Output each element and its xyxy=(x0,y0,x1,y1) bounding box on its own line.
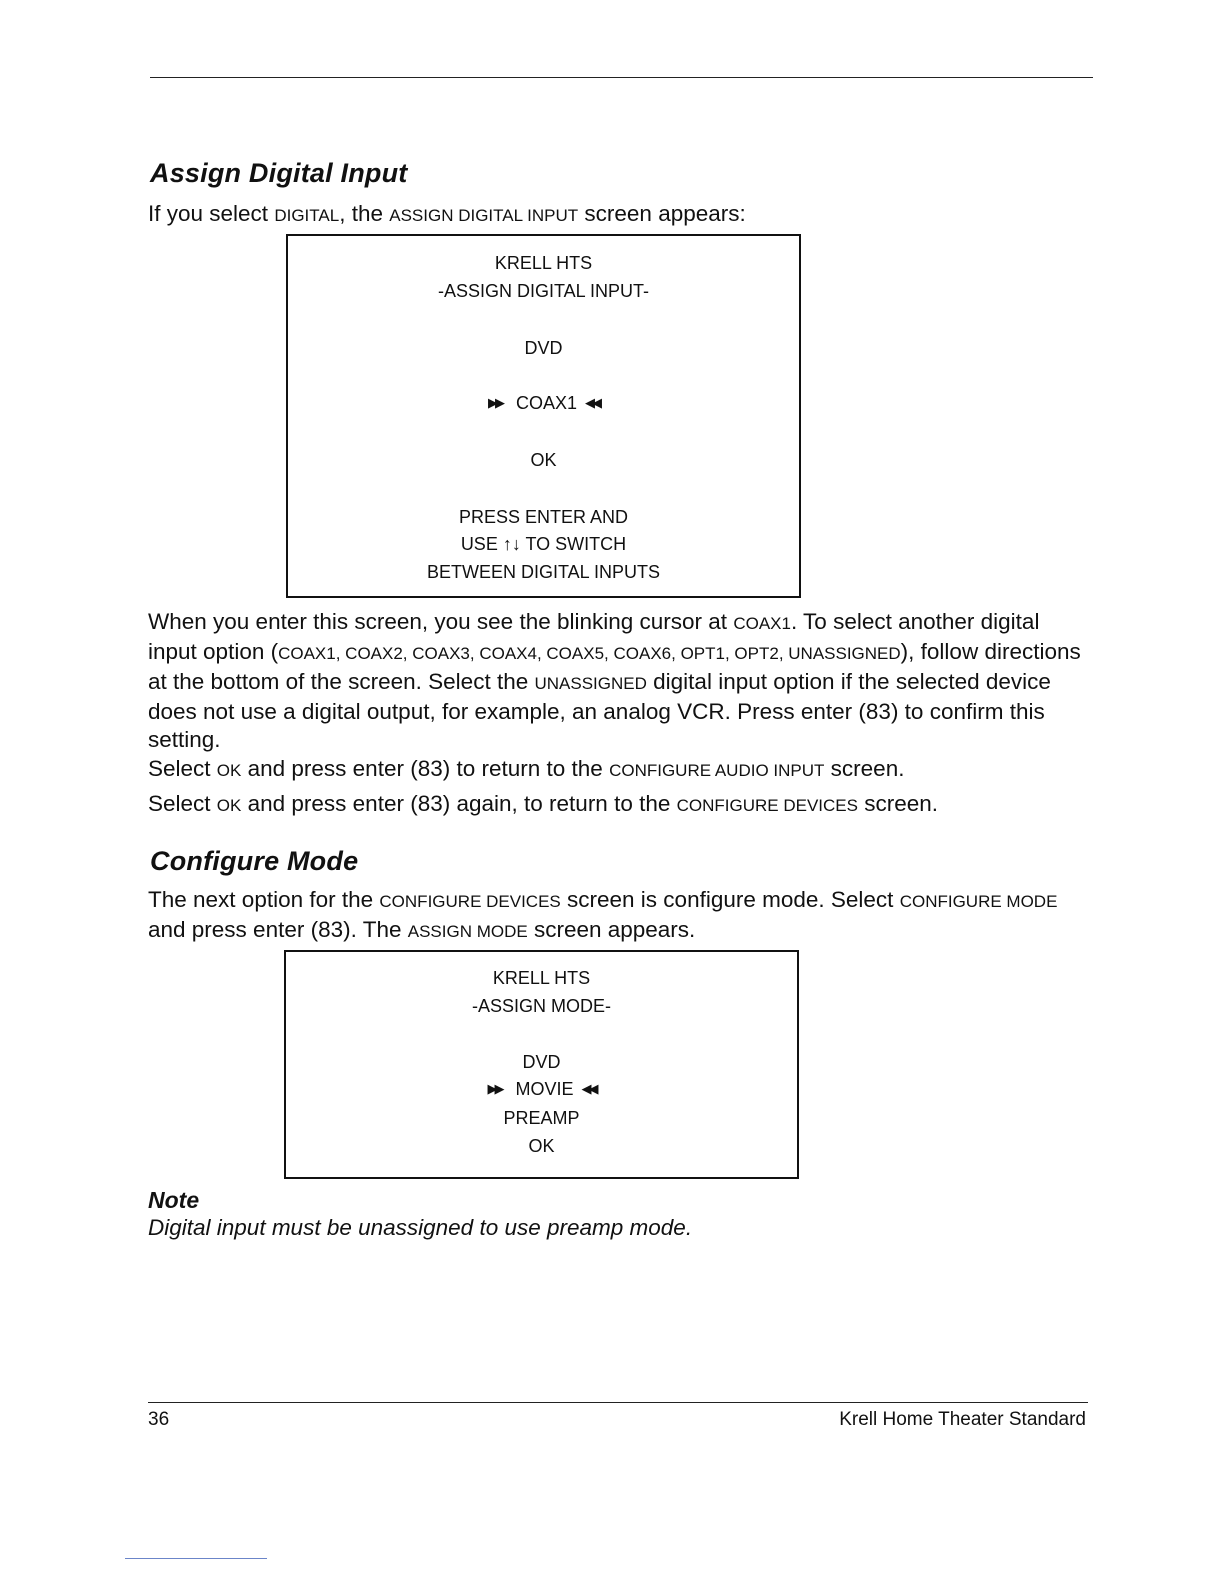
screen-selected-option xyxy=(288,392,799,414)
screen-device: DVD xyxy=(524,338,563,358)
screen-subtitle: -ASSIGN MODE- xyxy=(471,996,611,1016)
assign-digital-body-1: When you enter this screen, you see the blinking cursor at COAX1. To select another digital input option (COAX1, COAX2, COAX3, COAX4, COAX5, COAX6, OPT1, OPT2, UNASSIGNED), follow directions at the bottom of the screen. Select the UNASSIGNED digital input option if the selected device does not use a digital output, for example, an analog VCR. Press enter (83) to confirm this setting. xyxy=(148,609,1081,752)
cursor-left-arrow-icon: ◀◀ xyxy=(585,395,600,410)
screen-device: DVD xyxy=(522,1052,561,1072)
configure-mode-heading: Configure Mode xyxy=(150,846,359,876)
cursor-right-arrow-icon: ▶▶ xyxy=(487,1081,502,1096)
cursor-left-arrow-icon: ◀◀ xyxy=(581,1081,596,1096)
assign-digital-body-3: Select OK and press enter (83) again, to return to the CONFIGURE DEVICES screen. xyxy=(148,791,939,816)
screen-subtitle: -ASSIGN DIGITAL INPUT- xyxy=(437,281,650,301)
screen-title: KRELL HTS xyxy=(494,253,593,273)
selected-mode-label: MOVIE xyxy=(515,1079,574,1099)
note-title: Note xyxy=(148,1187,200,1213)
screen-option-preamp: PREAMP xyxy=(503,1108,580,1128)
assign-digital-input-heading: Assign Digital Input xyxy=(150,158,408,188)
assign-digital-intro: If you select DIGITAL, the ASSIGN DIGITAL INPUT screen appears: xyxy=(148,201,746,226)
screen-instruction-2: USE ↑↓ TO SWITCH xyxy=(460,534,627,554)
screen-ok: OK xyxy=(530,450,557,470)
configure-mode-intro: The next option for the CONFIGURE DEVICES screen is configure mode. Select CONFIGURE MODE and press enter (83). The ASSIGN MODE screen appears. xyxy=(148,887,1058,942)
assign-mode-screen xyxy=(284,950,799,1179)
assign-digital-body-2: Select OK and press enter (83) to return to the CONFIGURE AUDIO INPUT screen. xyxy=(148,756,905,781)
header-rule xyxy=(150,77,1093,78)
page-number: 36 xyxy=(148,1409,170,1430)
cursor-right-arrow-icon: ▶▶ xyxy=(487,395,502,410)
note-body: Digital input must be unassigned to use preamp mode. xyxy=(148,1215,693,1240)
screen-selected-option xyxy=(286,1078,797,1100)
margin-mark xyxy=(125,1558,267,1559)
screen-instruction-3: BETWEEN DIGITAL INPUTS xyxy=(426,562,661,582)
screen-ok: OK xyxy=(528,1136,555,1156)
document-title: Krell Home Theater Standard xyxy=(839,1409,1086,1430)
footer-rule xyxy=(148,1402,1088,1403)
assign-digital-input-screen xyxy=(286,234,801,598)
selected-input-label: COAX1 xyxy=(515,393,578,413)
screen-instruction-1: PRESS ENTER AND xyxy=(458,507,629,527)
screen-title: KRELL HTS xyxy=(492,968,591,988)
